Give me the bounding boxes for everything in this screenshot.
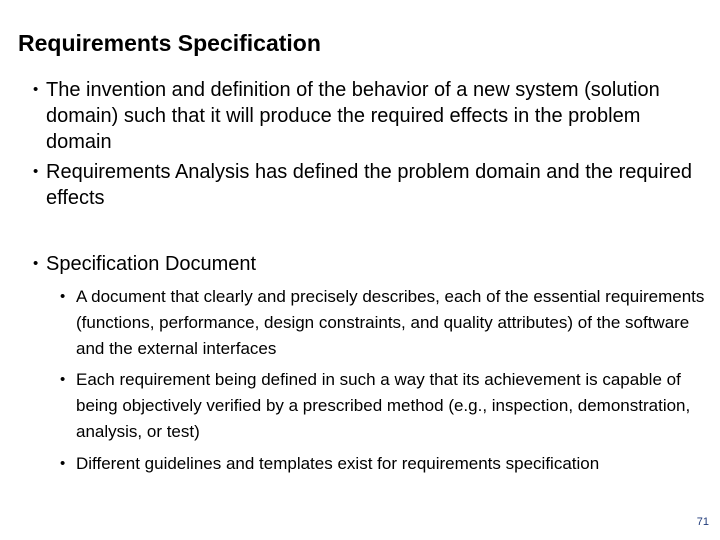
bullet-item-3 [30,251,710,277]
bullet-dot: • [33,255,39,272]
sub-bullet-dot: • [60,288,66,305]
bullet-text: Specification Document [46,253,257,275]
bullet-dot: • [33,81,39,98]
sub-bullet-dot: • [60,455,66,472]
page-number: 71 [696,516,709,528]
slide-title: Requirements Specification [18,30,321,56]
sub-bullet-text: Different guidelines and templates exist for requirements specification [76,454,600,473]
sub-bullet-text: A document that clearly and precisely describes, each of the essential requirements (functions, performance, design constraints, and quality attributes) of the software and the external interfaces [76,287,705,358]
bullet-item-2 [30,159,710,211]
bullet-text: The invention and definition of the behavior of a new system (solution domain) such that it will produce the required effects in the problem domain [46,79,660,153]
bullet-dot: • [33,163,39,180]
sub-bullet-text: Each requirement being defined in such a way that its achievement is capable of being objectively verified by a prescribed method (e.g., inspection, demonstration, analysis, or test) [76,370,691,441]
sub-bullet-dot: • [60,371,66,388]
bullet-item-1 [30,77,710,155]
sub-bullet-item-1 [60,284,710,362]
sub-bullet-item-3 [60,451,710,477]
bullet-text: Requirements Analysis has defined the problem domain and the required effects [46,161,692,209]
sub-bullet-item-2 [60,367,710,445]
